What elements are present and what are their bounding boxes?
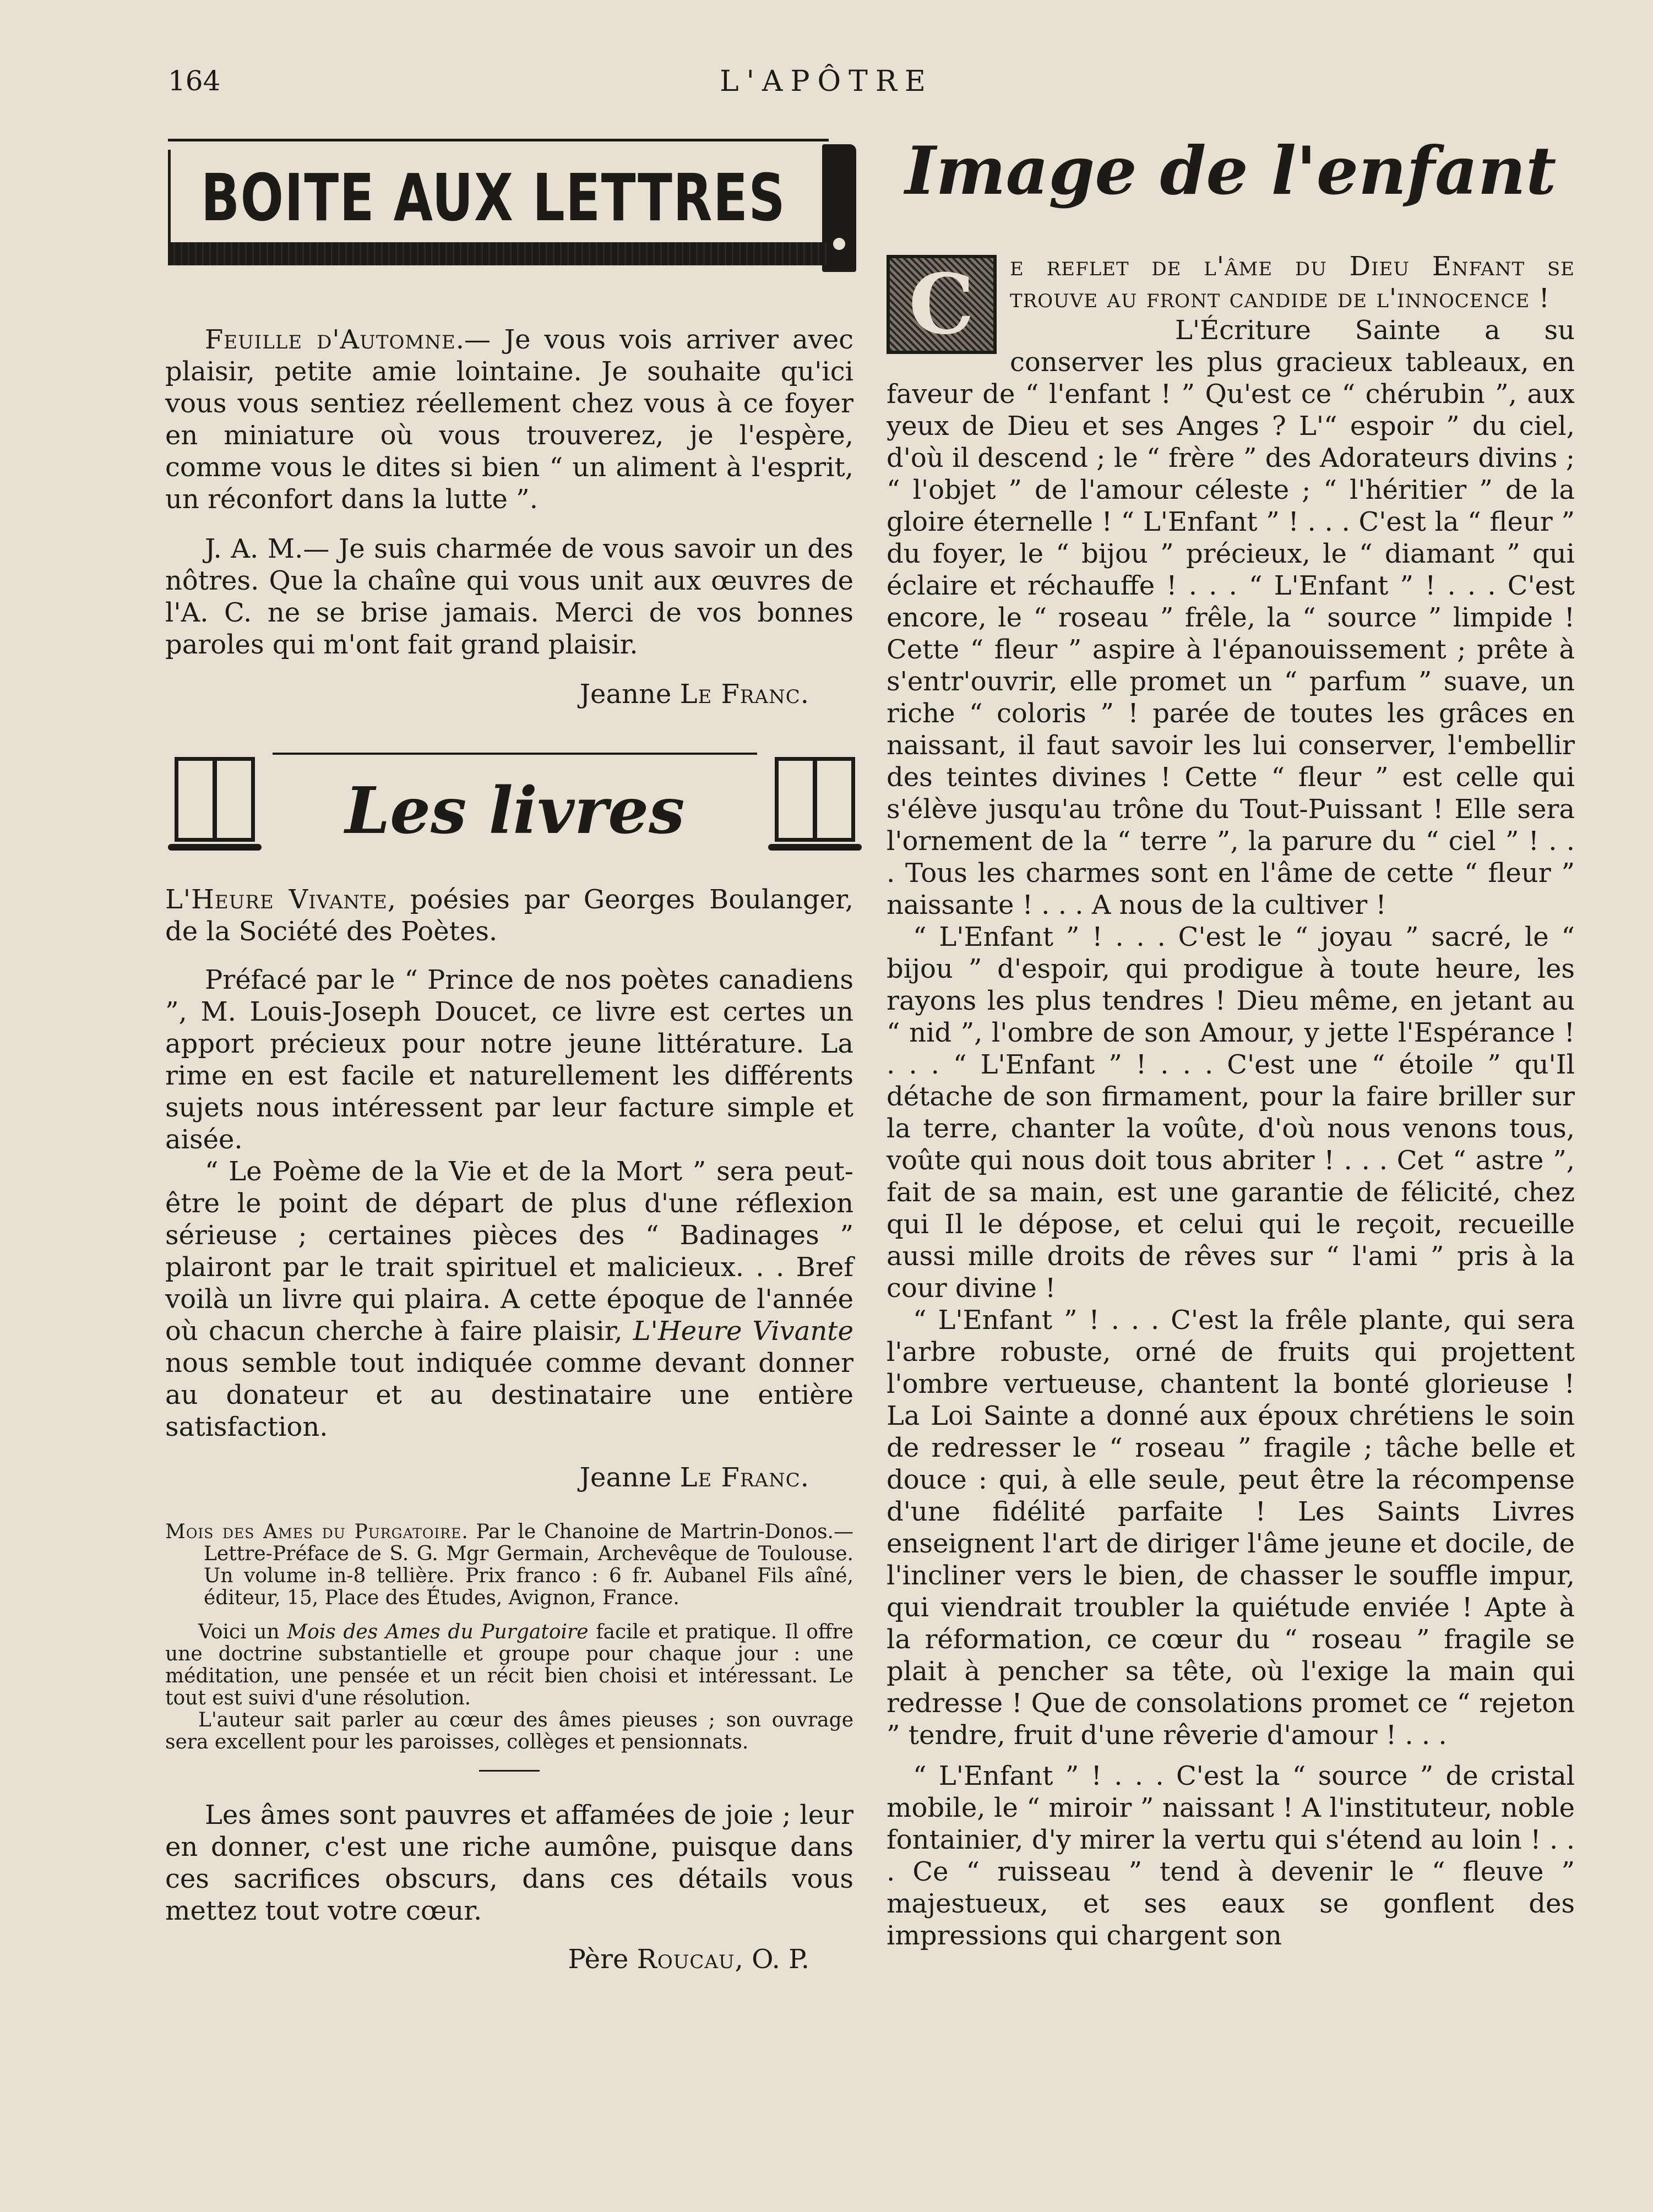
les-livres-header <box>168 740 862 873</box>
book-2-title: Mois des Ames du Purgatoire <box>165 1521 462 1543</box>
signature-suffix: , O. P. <box>735 1944 809 1975</box>
signature-first-name: Père <box>568 1944 637 1975</box>
letter-2 <box>165 533 853 661</box>
book-2-p1-italic: Mois des Ames du Purgatoire <box>287 1621 589 1643</box>
enfant-paragraph-5: “ L'Enfant ” ! . . . C'est la “ source ” de cristal mobile, le “ miroir ” naissant ! A l'instituteur, noble fontainier, d'y mirer la vertu qui s'étend au loin ! . . . Ce “ ruisseau ” tend à devenir le “ fleuve ” majestueux, et ses eaux se gonflent des impressions qui chargent son <box>887 1761 1575 1951</box>
boite-title: BOITE AUX LETTRES <box>201 160 786 236</box>
book-2-paragraph-2: L'auteur sait parler au cœur des âmes pieuses ; son ouvrage sera excellent pour les paroisses, collèges et pensionnats. <box>165 1709 853 1753</box>
boite-aux-lettres-banner <box>168 139 856 296</box>
book-1-paragraph-1: Préfacé par le “ Prince de nos poètes canadiens ”, M. Louis-Joseph Doucet, ce livre est certes un apport précieux pour notre jeune littérature. La rime en est facile et naturellement les différents sujets nous intéressent par leur facture simple et aisée. <box>165 965 853 1155</box>
signature-last-name: Roucau <box>637 1944 735 1975</box>
letter-2-name: J. A. M. <box>205 533 303 564</box>
page-header <box>0 65 1653 98</box>
enfant-paragraph-1 <box>887 250 1575 353</box>
banner-bottom-bar <box>168 242 829 265</box>
quote-text: Les âmes sont pauvres et affamées de joie ; leur en donner, c'est une riche aumône, puisque dans ces sacrifices obscurs, dans ces détails vous mettez tout votre cœur. <box>165 1800 853 1926</box>
page-number: 164 <box>168 65 221 97</box>
section-divider <box>479 1770 540 1772</box>
book-1-title: L'Heure Vivante <box>165 884 388 915</box>
enfant-paragraph-2: L'Écriture Sainte a su conserver les plus gracieux tableaux, en faveur de “ l'enfant ! ” Qu'est ce “ chérubin ”, aux yeux de Dieu et ses Anges ? L'“ espoir ” du ciel, d'où il descend ; le “ frère ” des Adorateurs divins ; “ l'objet ” de l'amour céleste ; “ l'héritier ” de la gloire éternelle ! “ L'Enfant ” ! . . . C'est la “ fleur ” du foyer, le “ bijou ” précieux, le “ diamant ” qui éclaire et réchauffe ! . . . “ L'Enfant ” ! . . . C'est encore, le “ roseau ” frêle, la “ source ” limpide ! Cette “ fleur ” aspire à l'épanouissement ; prête à s'entr'ouvrir, elle promet un “ parfum ” suave, un riche “ coloris ” ! parée de toutes les grâces en naissant, il faut savoir les lui conserver, l'embellir des teintes divines ! Cette “ fleur ” est celle qui s'élève jusqu'au trône du Tout-Puissant ! Elle sera l'ornement de la “ terre ”, la parure du “ ciel ” ! . . . Tous les charmes sont en l'âme de cette “ fleur ” naissante ! . . . A nous de la cultiver ! <box>887 315 1575 920</box>
running-title: L'APÔTRE <box>720 65 933 98</box>
book-2-intro <box>165 1521 853 1609</box>
book-1-p2-start: “ Le Poème de la Vie et de la Mort ” sera peut-être le point de départ de plus d'une réflexion sérieuse ; certaines pièces des “ Badinages ” plairont par le trait spirituel et malicieux. . . Bref voilà un livre qui plaira. A cette époque de l'année où chacun cherche à faire plaisir, <box>165 1156 853 1347</box>
book-1-paragraph-2 <box>165 1156 853 1443</box>
book-1-intro-text: , poésies par Georges Boulanger, de la Société des Poètes. <box>165 884 853 947</box>
book-1-p2-end: nous semble tout indiquée comme devant donner au donateur et au destinataire une entière satisfaction. <box>165 1348 853 1442</box>
letter-1-name: Feuille d'Automne <box>205 324 456 355</box>
enfant-article <box>887 250 1575 1952</box>
boite-section <box>165 324 853 710</box>
letter-1-text: .— Je vous vois arriver avec plaisir, petite amie lointaine. Je souhaite qu'ici vous vous sentiez réellement chez vous à ce foyer en miniature où vous trouverez, je l'espère, comme vous le dites si bien “ un aliment à l'esprit, un réconfort dans la lutte ”. <box>165 324 854 515</box>
dropcap-letter: C <box>909 256 975 353</box>
livres-signature <box>165 1462 853 1494</box>
open-book-ornament-right <box>768 746 862 856</box>
signature-first-name: Jeanne <box>579 1462 680 1493</box>
banner-top-rule <box>168 139 829 141</box>
enfant-paragraph-4: “ L'Enfant ” ! . . . C'est la frêle plante, qui sera l'arbre robuste, orné de fruits qui projettent l'ombre vertueuse, chantent la bonté glorieuse ! La Loi Sainte a donné aux époux chrétiens le soin de redresser le “ roseau ” fragile ; tâche belle et douce : qui, à elle seule, peut être la récompense d'une fidélité parfaite ! Les Saints Livres enseignent l'art de diriger l'âme jeune et docile, de l'incliner vers le bien, de chasser le souffle impur, qui viendrait troubler la quiétude enviée ! Apte à la réformation, ce cœur du “ roseau ” fragile se plait à pencher sa tête, où l'exige la main qui redresse ! Que de consolations promet ce “ rejeton ” tendre, fruit d'une rêverie d'amour ! . . . <box>887 1305 1575 1751</box>
letter-1 <box>165 324 853 515</box>
book-2-paragraph-1 <box>165 1621 853 1709</box>
enfant-p1-text: e reflet de l'âme du Dieu Enfant se trouve au front candide de l'innocence ! <box>1010 251 1575 314</box>
book-2-intro-text: . Par le Chanoine de Martrin-Donos.— Lettre-Préface de S. G. Mgr Germain, Archevêque de Toulouse. Un volume in-8 tellière. Prix franco : 6 fr. Aubanel Fils aîné, éditeur, 15, Place des Études, Avignon, France. <box>204 1521 853 1609</box>
book-1-p2-italic: L'Heure Vivante <box>633 1316 853 1347</box>
letter-2-text: — Je suis charmée de vous savoir un des nôtres. Que la chaîne qui vous unit aux œuvres de l'A. C. ne se brise jamais. Merci de vos bonnes paroles qui m'ont fait grand plaisir. <box>165 533 853 660</box>
livres-title: Les livres <box>345 773 685 848</box>
signature-last-name: Le Franc. <box>679 1462 809 1493</box>
enfant-title: Image de l'enfant <box>905 132 1557 210</box>
enfant-paragraph-3: “ L'Enfant ” ! . . . C'est le “ joyau ” sacré, le “ bijou ” d'espoir, qui prodigue à toute heure, les rayons les plus tendres ! Dieu même, en jetant au “ nid ”, l'ombre de son Amour, y jette l'Espérance ! . . . “ L'Enfant ” ! . . . C'est une “ étoile ” qu'Il détache de son firmament, pour la faire briller sur la terre, chanter la voûte, d'où nous venons tous, voûte qui nous doit tous abriter ! . . . Cet “ astre ”, fait de sa main, est une garantie de félicité, chez qui Il le dépose, et celui qui le reçoit, recueille aussi mille droits de rêves sur “ l'ami ” pris à la cour divine ! <box>887 922 1575 1304</box>
boite-signature <box>165 678 853 710</box>
book-2-p1-end: facile et pratique. Il offre une doctrine substantielle et groupe pour chaque jour : une méditation, une pensée et un récit bien choisi et intéressant. Le tout est suivi d'une résolution. <box>165 1621 853 1709</box>
book-2-notice <box>165 1521 853 1753</box>
quote-signature <box>165 1943 853 1975</box>
livres-top-rule <box>273 753 757 755</box>
signature-last-name: Le Franc. <box>679 679 809 710</box>
book-2-p1-start: Voici un <box>198 1621 287 1643</box>
book-1-intro <box>165 884 853 947</box>
ornamental-dropcap <box>887 255 997 354</box>
livres-section <box>165 884 853 1975</box>
signature-first-name: Jeanne <box>579 679 680 710</box>
